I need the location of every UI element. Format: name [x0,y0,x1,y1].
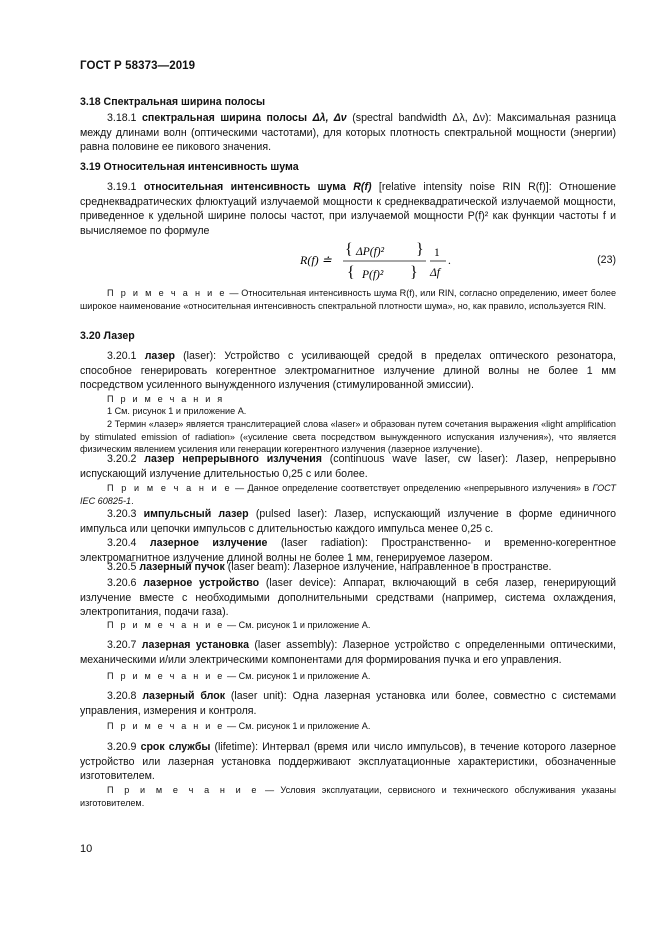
definition-text: (laser radiation): Пространственно- и временно-когерентное электромагнитное излучение длиной волны не более 1 мм, генерируемое лазером. [80,537,617,564]
definition-3-20-6 [80,576,616,620]
clause-number: 3.20.1 [107,350,145,362]
note-3-20-2 [80,482,616,507]
note-3-20-9 [80,784,616,809]
notes-label-3-20-1 [80,393,616,406]
formula-period: . [448,255,451,267]
note-text: — Условия эксплуатации, сервисного и технического обслуживания указаны изготовителем. [80,785,617,808]
note-3-20-8 [80,720,616,733]
term: лазер непрерывного излучения [144,453,322,465]
definition-text: [relative intensity noise RIN R(f)]: Отношение среднеквадратических флюктуаций излучаемой мощности к среднеквадратической излучаемой мощности, приведенное к удельной ширине полосы частот, при излучаемой мощности P(f)² как функции частоты f и вычисляемое по формуле [80,181,616,237]
note-end: . [131,495,134,506]
note-label: П р и м е ч а н и е [107,721,225,731]
formula-denominator: P(f)² [362,269,384,281]
formula-frac-numerator: 1 [434,247,440,259]
definition-3-18-1 [80,111,616,155]
note-text: — Относительная интенсивность шума R(f), или RIN, согласно определению, имеет более широкое наименование «относительная интенсивность спектральной плотности шума», но, как правило, используется RIN. [80,288,616,311]
formula-numerator: ΔP(f)² [356,246,385,258]
note-label: П р и м е ч а н и е [107,483,232,493]
definition-text: (laser assembly): Лазерное устройство с определенными оптическими, механическими и/или электрическими компонентами для формирования пучка и его управления. [80,639,616,666]
brace-close-icon: } [416,241,424,258]
section-heading-3-19: 3.19 Относительная интенсивность шума [80,161,299,173]
formula-23 [80,240,616,280]
term-symbol: R(f) [345,181,372,193]
section-heading-3-20: 3.20 Лазер [80,330,135,342]
page-number: 10 [80,843,93,855]
term-symbol: Δλ, Δν [307,112,347,124]
clause-number: 3.20.4 [107,537,150,549]
note-label: П р и м е ч а н и е [107,671,225,681]
note-1-3-20-1: 1 См. рисунок 1 и приложение А. [107,406,247,416]
note-label: П р и м е ч а н и е [107,785,259,795]
note-label: П р и м е ч а н и е [107,288,227,298]
note-text: — См. рисунок 1 и приложение А. [224,671,371,681]
clause-number: 3.20.3 [107,508,144,520]
notes-label: П р и м е ч а н и я [107,394,225,404]
definition-3-20-7 [80,638,616,667]
clause-number: 3.18.1 [107,112,143,124]
definition-3-20-3 [80,507,616,536]
term: лазерный пучок [139,561,225,573]
clause-number: 3.20.5 [107,561,140,573]
clause-number: 3.20.8 [107,690,143,702]
section-heading-3-18: 3.18 Спектральная ширина полосы [80,96,266,108]
note-3-19 [80,287,616,312]
clause-number: 3.19.1 [107,181,144,193]
note-reference: ГОСТ IEC 60825-1 [80,483,616,506]
term: лазер [144,350,175,362]
term: лазерное излучение [149,537,268,549]
formula-number: (23) [597,254,616,266]
brace-close-icon: } [410,264,418,281]
formula-lhs: R(f) ≐ [300,253,332,267]
term: лазерное устройство [143,577,260,589]
note-2-3-20-1: 2 Термин «лазер» является транслитерацией слова «laser» и образован путем сочетания выражения «light amplification by stimulated emission of radiation» («усиление света посредством вынужденного испускания излучения»), что является физическим явлением усиления или генерации когерентного излучения (лазерное излучение). [80,419,616,455]
definition-text: (continuous wave laser, cw laser): Лазер, непрерывно испускающий излучение длительностью 0,25 с или более. [80,453,616,480]
definition-3-20-5 [80,560,616,575]
brace-open-icon: { [345,241,353,258]
definition-text: (laser unit): Одна лазерная установка или более, совместно с системами управления, измерения и контроля. [80,690,616,717]
note-text: — См. рисунок 1 и приложение А. [224,721,371,731]
definition-text: (lifetime): Интервал (время или число импульсов), в течение которого лазерное устройство или лазерная установка поддерживают эксплуатационные характеристики, обозначенные изготовителем. [80,741,616,783]
note-3-20-7 [80,670,616,683]
definition-text: (spectral bandwidth Δλ, Δν): Максимальная разница между длинами волн (оптическими частотами), для которых плотность спектральной мощности (энергии) равна половине ее пикового значения. [80,112,617,154]
definition-3-20-9 [80,740,616,784]
definition-3-19-1 [80,180,616,238]
brace-open-icon: { [347,264,355,281]
definition-3-20-2 [80,452,616,481]
definition-text: (laser): Устройство с усиливающей средой в пределах оптического резонатора, способное генерировать когерентное электромагнитное излучение длиной волны не более 1 мм посредством усиленного вынужденного излучения (стимулированной эмиссии). [80,350,616,392]
term: относительная интенсивность шума [143,181,346,193]
term: лазерная установка [141,639,249,651]
definition-text: (pulsed laser): Лазер, испускающий излучение в форме единичного импульса или цепочки импульсов с длительностью каждого импульса менее 0,25 с. [80,508,616,535]
term: спектральная ширина полосы [142,112,307,124]
note-3-20-6 [80,619,616,632]
formula-graphic [80,240,616,284]
definition-text: (laser beam): Лазерное излучение, направленное в пространстве. [224,561,552,573]
note-text: — См. рисунок 1 и приложение А. [224,620,371,630]
term: импульсный лазер [143,508,249,520]
clause-number: 3.20.6 [107,577,144,589]
formula-frac-denominator: Δf [430,267,440,279]
definition-3-20-8 [80,689,616,718]
term: срок службы [140,741,211,753]
term: лазерный блок [142,690,226,702]
definition-text: (laser device): Аппарат, включающий в себя лазер, генерирующий излучение вместе с необходимыми дополнительными средствами (например, система охлаждения, электропитания, подачи газа). [80,577,617,619]
clause-number: 3.20.2 [107,453,145,465]
document-header: ГОСТ Р 58373—2019 [80,60,196,72]
note-text: — Данное определение соответствует определению «непрерывного излучения» в [231,483,593,493]
clause-number: 3.20.9 [107,741,141,753]
note-label: П р и м е ч а н и е [107,620,225,630]
clause-number: 3.20.7 [107,639,142,651]
definition-3-20-1 [80,349,616,393]
